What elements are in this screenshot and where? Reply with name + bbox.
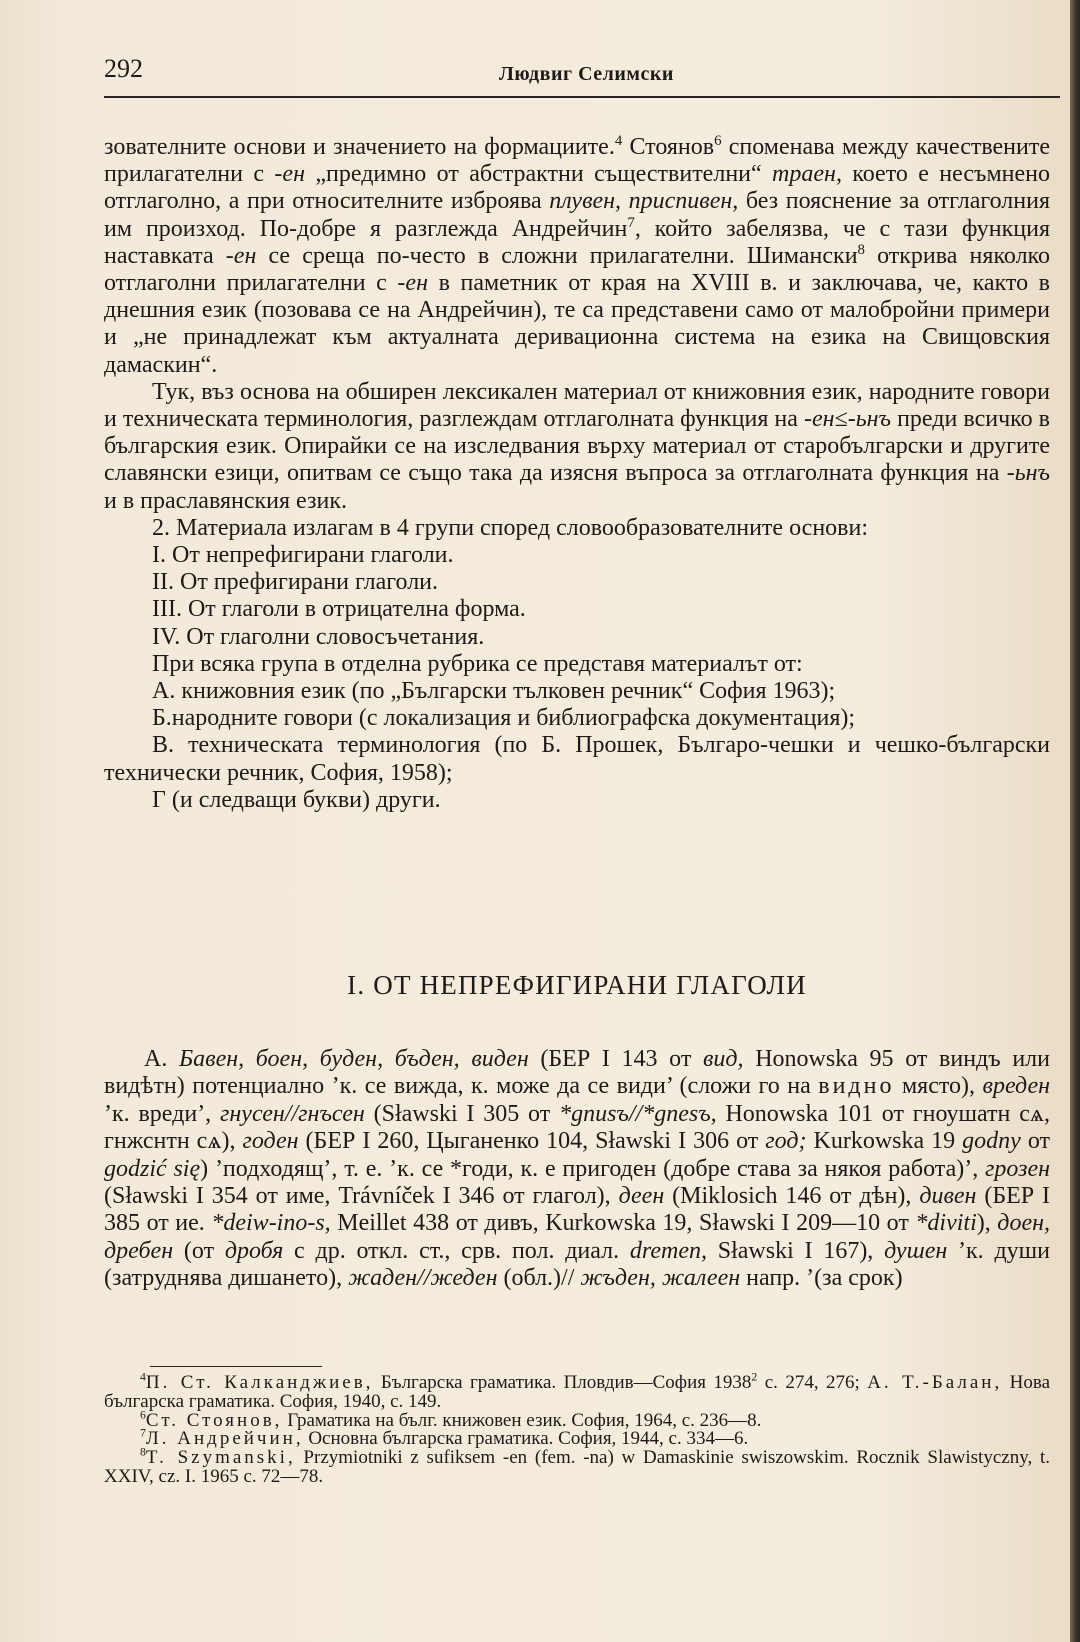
- footnote-text: Българска граматика. Пловдив—София 1938: [373, 1372, 752, 1393]
- italic-term: дробя: [224, 1237, 284, 1264]
- text-run: (Sławski I 305 от: [364, 1100, 560, 1127]
- italic-term: -ен: [397, 270, 428, 297]
- footnotes: [104, 1370, 1050, 1487]
- text-run: и в праславянския език.: [104, 487, 347, 514]
- italic-term: -ен≤-ьнъ: [804, 406, 892, 433]
- italic-term: godny: [962, 1128, 1021, 1155]
- text-run: място),: [894, 1073, 983, 1100]
- text-run: открива няколко отглаголни прилагателни с: [104, 242, 1050, 297]
- group-item-2: II. От префигирани глаголи.: [152, 569, 439, 596]
- body-text: [104, 134, 1050, 814]
- footnote-author: Л. Андрейчин,: [145, 1428, 304, 1450]
- footnote-author: П. Ст. Калканджиев,: [145, 1372, 374, 1393]
- rubric-a: А. книжовния език (по „Български тълковен речник“ София 1963);: [152, 678, 836, 705]
- footnote-text: с. 274, 276;: [757, 1372, 868, 1393]
- paragraph-a: [104, 1046, 1050, 1293]
- group-item-3: III. От глаголи в отрицателна форма.: [152, 596, 526, 623]
- footnote-rule: [150, 1366, 322, 1367]
- italic-term: деен: [618, 1183, 665, 1210]
- footnote-author: А. Т.-Балан,: [867, 1372, 1003, 1393]
- italic-term: гнусен//гнъсен: [220, 1100, 365, 1127]
- intro-paragraph: [104, 134, 1050, 379]
- text-run: (БЕР I 385 от ие.: [104, 1183, 1051, 1237]
- italic-term: годен: [242, 1128, 299, 1155]
- footnote-number: 6: [140, 1408, 146, 1422]
- text-run: напр. ’(за срок): [740, 1265, 903, 1292]
- italic-term: год;: [765, 1128, 807, 1155]
- text-run: зователните основи и значението на формациите.: [104, 134, 615, 160]
- spaced-word: видно: [818, 1073, 895, 1100]
- footnote-number: 8: [140, 1445, 146, 1459]
- text-run: (БЕР I 143 от: [528, 1046, 703, 1072]
- text-run: (обл.)//: [497, 1265, 581, 1292]
- text-run: А.: [144, 1046, 179, 1072]
- footnote-text: Przymiotniki z sufiksem -en (fem. -na) w Damaskinie swiszowskim. Rocznik Slawistyczny, t. XXIV, cz. I. 1965 c. 72—78.: [104, 1447, 1050, 1487]
- italic-term: доен, дребен: [104, 1210, 1050, 1264]
- italic-term: godzić się: [104, 1155, 201, 1182]
- text-run: в паметник от края на XVIII в. и заключава, че, както в днешния език (позовава се на Андрейчин), те са представени само от малобройни примери и „не принадлежат към актуалната деривационна система на езика на Свищовския дамаскин“.: [104, 270, 1050, 378]
- text-run: ),: [976, 1210, 998, 1237]
- text-run: Тук, въз основа на обширен лексикален материал от книжовния език, народните говори и техническата терминология, разглеждам отглаголната функция на: [104, 378, 1050, 433]
- italic-term: траен,: [772, 161, 842, 188]
- group-item-4: IV. От глаголни словосъчетания.: [152, 623, 485, 650]
- header-rule: [104, 96, 1060, 98]
- footnote-author: Ст. Стоянов,: [145, 1409, 283, 1431]
- page-edge-shadow: [1070, 0, 1080, 1642]
- italic-term: душен: [884, 1237, 948, 1264]
- edition-number: 2: [751, 1370, 758, 1384]
- text-run: ’к. вреди’,: [104, 1100, 221, 1127]
- text-run: което е несъмнено отглаголно, а при относителните изброява: [104, 161, 1050, 215]
- second-paragraph: [104, 379, 1050, 515]
- text-run: (от: [173, 1237, 225, 1264]
- italic-term: вреден: [982, 1073, 1050, 1100]
- text-run: се среща по-често в сложни прилагателни. Шимански: [256, 242, 858, 269]
- text-run: споменава между качествените прилагателни с: [104, 134, 1050, 188]
- groups-intro: 2. Материала излагам в 4 групи според словообразователните основи:: [152, 514, 869, 541]
- text-run: с др. откл. ст., срв. пол. диал.: [283, 1237, 630, 1264]
- footnote-ref: 6: [714, 133, 722, 149]
- italic-term: dremen,: [629, 1237, 707, 1264]
- text-run: Meillet 438 от дивъ, Kurkowska 19, Sławski I 209—10 от: [330, 1210, 916, 1237]
- page-header: [104, 54, 1060, 94]
- group-item-1: I. От непрефигирани глаголи.: [152, 542, 454, 569]
- rubrics-intro: При всяка група в отделна рубрика се представя материалът от:: [152, 650, 803, 677]
- footnote-text: Граматика на бълг. книжовен език. София, 1964, с. 236—8.: [282, 1409, 762, 1431]
- rubric-b: Б.народните говори (с локализация и библиографска документация);: [152, 705, 856, 732]
- page-number: 292: [104, 54, 143, 83]
- text-run: Sławski I 167),: [706, 1237, 885, 1264]
- italic-term: вид,: [703, 1046, 744, 1072]
- text-run: без пояснение за отглаголния им произход. По-добре я разглежда Андрейчин: [104, 188, 1051, 242]
- text-run: (БЕР I 260, Цыганенко 104, Sławski I 306 от: [298, 1128, 766, 1155]
- italic-term: жъден, жалеен: [580, 1265, 741, 1292]
- footnote-text: Основна българска граматика. София, 1944, с. 334—6.: [303, 1428, 749, 1450]
- text-run: Honowska 101 от гноушатн сѧ, гнжснтн сѧ),: [104, 1100, 1050, 1155]
- running-title: Людвиг Селимски: [499, 63, 674, 85]
- rubric-c: В. техническата терминология (по Б. Прошек, Българо-чешки и чешко-български технически речник, София, 1958);: [104, 732, 1050, 786]
- italic-term: *diviti: [915, 1210, 977, 1237]
- italic-term: *deiw-ino-s,: [211, 1210, 331, 1237]
- section-heading: I. ОТ НЕПРЕФИГИРАНИ ГЛАГОЛИ: [347, 970, 807, 1000]
- italic-term: -ен: [274, 161, 305, 188]
- footnote-4: [104, 1370, 1050, 1412]
- italic-term: -ьнъ: [1006, 460, 1050, 487]
- text-run: Kurkowska 19: [806, 1128, 963, 1155]
- text-run: „предимно от абстрактни съществителни“: [304, 161, 773, 188]
- footnote-author: T. Szymanski,: [145, 1447, 296, 1469]
- text-run: ) ’подходящ’, т. е. ’к. се *годи, к. е пригоден (добре става за някоя работа)’,: [200, 1155, 986, 1182]
- text-run: Honowska 95 от виндъ или видѣтн) потенциално ’к. се вижда, к. може да се види’ (сложи го на: [104, 1046, 1050, 1100]
- italic-term: дивен: [919, 1183, 977, 1210]
- rubric-d: Г (и следващи букви) други.: [152, 786, 441, 813]
- italic-term: грозен: [985, 1155, 1050, 1182]
- italic-term: -ен: [225, 242, 257, 269]
- text-run: Стоянов: [622, 134, 715, 160]
- text-run: (Sławski I 354 от име, Trávníček I 346 от глагол),: [104, 1183, 619, 1210]
- italic-term: *gnusъ//*gnesъ,: [559, 1100, 717, 1127]
- footnote-8: [104, 1445, 1050, 1487]
- italic-term: плувен, приспивен,: [549, 188, 739, 215]
- footnote-number: 4: [140, 1370, 146, 1384]
- italic-term: Бавен, боен, буден, бъден, виден: [179, 1046, 529, 1072]
- footnote-ref: 4: [614, 133, 623, 149]
- footnote-ref: 7: [627, 214, 635, 231]
- text-run: ’к. души (затруднява дишането),: [104, 1237, 1050, 1292]
- text-run: , който забелязва, че с тази функция наставката: [104, 215, 1051, 269]
- italic-term: жаден//жеден: [348, 1265, 498, 1292]
- text-run: преди всичко в българския език. Опирайки се на изследвания върху материал от старобългарски и другите славянски езици, опитвам се също така да изясня въпроса за отглаголната функция на: [104, 406, 1051, 487]
- footnote-number: 7: [140, 1427, 146, 1441]
- footnote-ref: 8: [857, 241, 865, 258]
- text-run: от: [1020, 1128, 1050, 1155]
- text-run: (Miklosich 146 от дѣн),: [664, 1183, 920, 1210]
- footnote-text: Нова българска граматика. София, 1940, с. 149.: [104, 1372, 1050, 1412]
